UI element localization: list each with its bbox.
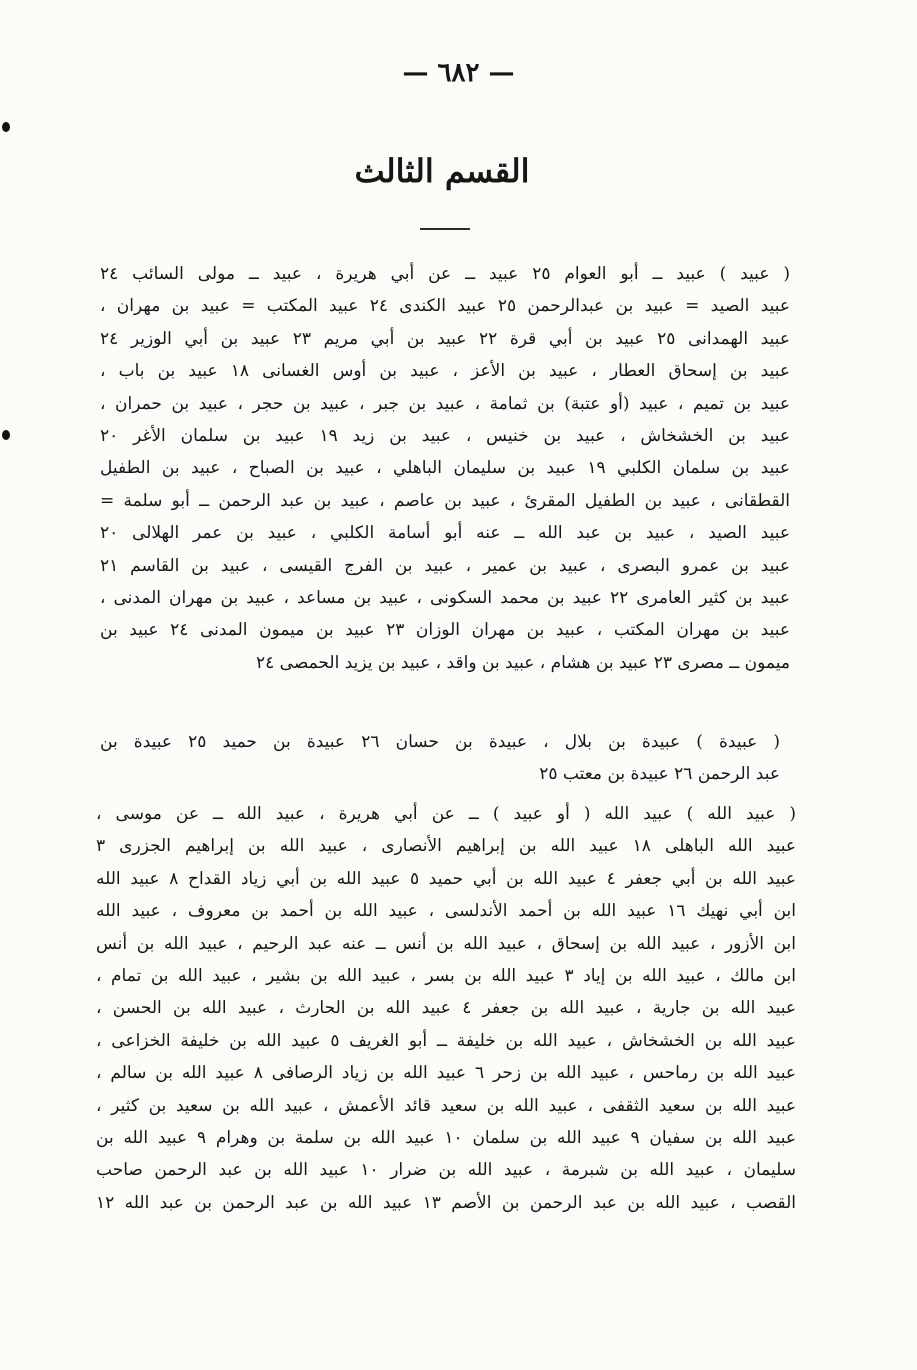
text-line: عبد الرحمن ٢٦ عبيدة بن معتب ٢٥ xyxy=(539,764,780,785)
margin-mark-top xyxy=(2,122,10,132)
text-line: عبيد بن كثير العامرى ٢٢ عبيد بن محمد السكونى ، عبيد بن مساعد ، عبيد بن مهران المدنى ، xyxy=(100,587,790,608)
text-line: عبيد بن الخشخاش ، عبيد بن خنيس ، عبيد بن زيد ١٩ عبيد بن سلمان الأغر ٢٠ xyxy=(100,425,790,446)
text-line: عبيد الله بن رماحس ، عبيد الله بن زحر ٦ عبيد الله بن زياد الرصافى ٨ عبيد الله بن سالم ، xyxy=(96,1063,796,1084)
text-line: ( عبيد ) عبيد ــ أبو العوام ٢٥ عبيد ــ عن أبي هريرة ، عبيد ــ مولى السائب ٢٤ xyxy=(100,264,790,284)
text-line: ابن الأزور ، عبيد الله بن إسحاق ، عبيد الله بن أنس ــ عنه عبد الرحيم ، عبيد الله بن أنس xyxy=(96,933,796,954)
text-line: ابن أبي نهيك ١٦ عبيد الله بن أحمد الأندلسى ، عبيد الله بن أحمد بن معروف ، عبيد الله xyxy=(96,901,796,922)
text-line: سليمان ، عبيد الله بن شبرمة ، عبيد الله بن ضرار ١٠ عبيد الله بن عبد الرحمن صاحب xyxy=(96,1160,796,1181)
entry-paragraph-ubayda xyxy=(100,726,780,791)
entry-paragraph-ubaydallah xyxy=(96,798,796,1219)
text-line: عبيد الله بن الخشخاش ، عبيد الله بن خليفة ــ أبو الغريف ٥ عبيد الله بن خليفة الخزاعى ، xyxy=(96,1030,796,1051)
text-line: عبيد الصيد = عبيد بن عبدالرحمن ٢٥ عبيد الكندى ٢٤ عبيد المكتب = عبيد بن مهران ، xyxy=(100,296,790,317)
text-line: عبيد بن إسحاق العطار ، عبيد بن الأعز ، عبيد بن أوس الغسانى ١٨ عبيد بن باب ، xyxy=(100,361,790,382)
text-line: عبيد بن مهران المكتب ، عبيد بن مهران الوزان ٢٣ عبيد بن ميمون المدنى ٢٤ عبيد بن xyxy=(100,620,790,641)
text-line: عبيد الله بن سعيد الثقفى ، عبيد الله بن سعيد قائد الأعمش ، عبيد الله بن سعيد بن كثير ، xyxy=(96,1095,796,1116)
text-line: ابن مالك ، عبيد الله بن إياد ٣ عبيد الله بن بسر ، عبيد الله بن بشير ، عبيد الله بن تمام ، xyxy=(96,965,796,986)
text-line: عبيد بن عمرو البصرى ، عبيد بن عمير ، عبيد بن الفرج القيسى ، عبيد بن القاسم ٢١ xyxy=(100,555,790,576)
text-line: ميمون ــ مصرى ٢٣ عبيد بن هشام ، عبيد بن واقد ، عبيد بن يزيد الحمصى ٢٤ xyxy=(256,652,790,673)
text-line: عبيد بن سلمان الكلبي ١٩ عبيد بن سليمان الباهلي ، عبيد بن الصباح ، عبيد بن الطفيل xyxy=(100,458,790,479)
text-line: عبيد الهمدانى ٢٥ عبيد بن أبي قرة ٢٢ عبيد بن أبي مريم ٢٣ عبيد بن أبي الوزير ٢٤ xyxy=(100,328,790,349)
margin-mark-bottom xyxy=(2,430,10,440)
text-line: عبيد بن تميم ، عبيد (أو عتبة) بن ثمامة ، عبيد بن جبر ، عبيد بن حجر ، عبيد بن حمران ، xyxy=(100,393,790,414)
text-line: عبيد الله بن أبي جعفر ٤ عبيد الله بن أبي حميد ٥ عبيد الله بن أبي زياد القداح ٨ عبيد الله xyxy=(96,868,796,889)
section-title: القسم الثالث xyxy=(354,152,530,190)
text-line: ( عبيد الله ) عبيد الله ( أو عبيد ) ــ عن أبي هريرة ، عبيد الله ــ عن موسى ، xyxy=(96,804,796,824)
text-line: ( عبيدة ) عبيدة بن بلال ، عبيدة بن حسان ٢٦ عبيدة بن حميد ٢٥ عبيدة بن xyxy=(100,732,780,752)
text-line: عبيد الله بن جارية ، عبيد الله بن جعفر ٤ عبيد الله بن الحارث ، عبيد الله بن الحسن ، xyxy=(96,998,796,1019)
text-line: القطقانى ، عبيد بن الطفيل المقرئ ، عبيد بن عاصم ، عبيد بن عبد الرحمن ــ أبو سلمة = xyxy=(100,490,790,511)
page-number: — ٦٨٢ — xyxy=(402,58,515,88)
entry-paragraph-ubayd xyxy=(100,258,790,679)
text-line: القصب ، عبيد الله بن عبد الرحمن بن الأصم ١٣ عبيد الله بن عبد الرحمن بن عبد الله ١٢ xyxy=(96,1192,796,1213)
text-line: عبيد الله بن سفيان ٩ عبيد الله بن سلمان ١٠ عبيد الله بن سلمة بن وهرام ٩ عبيد الله بن xyxy=(96,1127,796,1148)
title-divider xyxy=(420,228,470,230)
text-line: عبيد الله الباهلى ١٨ عبيد الله بن إبراهيم الأنصارى ، عبيد الله بن إبراهيم الجزرى ٣ xyxy=(96,836,796,857)
text-line: عبيد الصيد ، عبيد بن عبد الله ــ عنه أبو أسامة الكلبي ، عبيد بن عمر الهلالى ٢٠ xyxy=(100,523,790,544)
